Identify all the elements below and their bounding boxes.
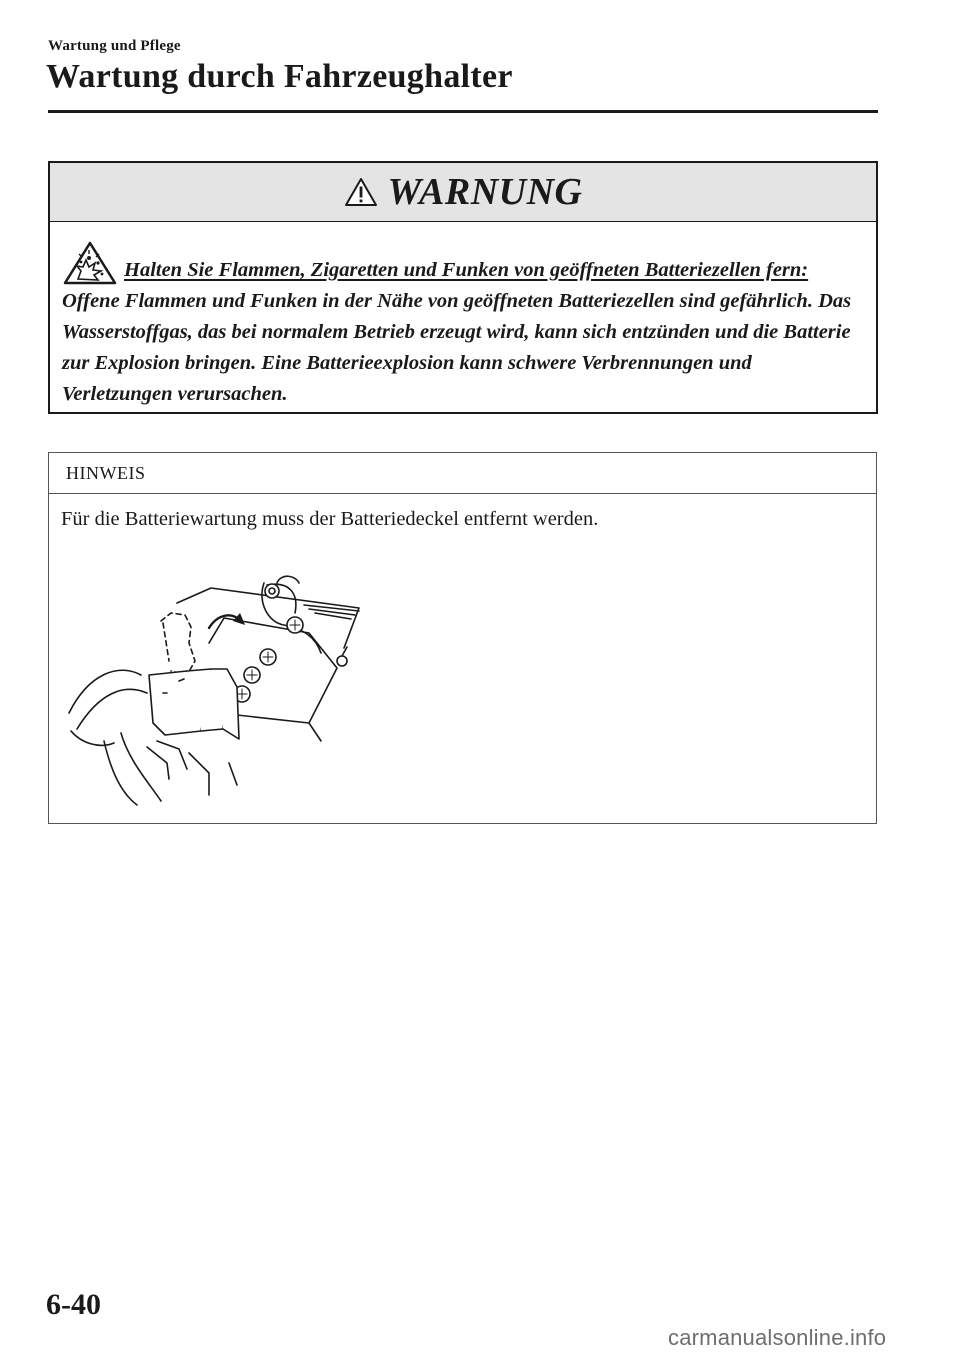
warning-lead bbox=[62, 240, 864, 286]
warning-header bbox=[50, 163, 876, 222]
explosion-icon bbox=[62, 240, 118, 286]
section-label: Wartung und Pflege bbox=[48, 38, 181, 54]
warning-triangle-icon bbox=[344, 177, 378, 207]
warning-lead-text: Halten Sie Flammen, Zigaretten und Funken von geöffneten Batteriezellen fern: bbox=[124, 259, 809, 281]
note-text: Für die Batteriewartung muss der Batteriedeckel entfernt werden. bbox=[61, 508, 599, 530]
warning-body bbox=[50, 222, 876, 410]
title-rule bbox=[48, 110, 878, 113]
battery-cover-removal-illustration bbox=[59, 563, 379, 808]
page-title: Wartung durch Fahrzeughalter bbox=[46, 58, 513, 95]
note-header: HINWEIS bbox=[49, 453, 876, 494]
page-number: 6-40 bbox=[46, 1288, 101, 1321]
watermark: carmanualsonline.info bbox=[668, 1325, 887, 1350]
note-box bbox=[48, 452, 877, 824]
warning-box bbox=[48, 161, 878, 414]
warning-text: Offene Flammen und Funken in der Nähe von geöffneten Batteriezellen sind gefährlich. Das Wasserstoffgas, das bei normalem Betrieb erzeugt wird, kann sich entzünden und die Batterie zur Explosion bringen. Eine Batterieexplosion kann schwere Verbrennungen und Verletzungen verursachen. bbox=[62, 290, 852, 405]
warning-title: WARNUNG bbox=[387, 171, 583, 213]
